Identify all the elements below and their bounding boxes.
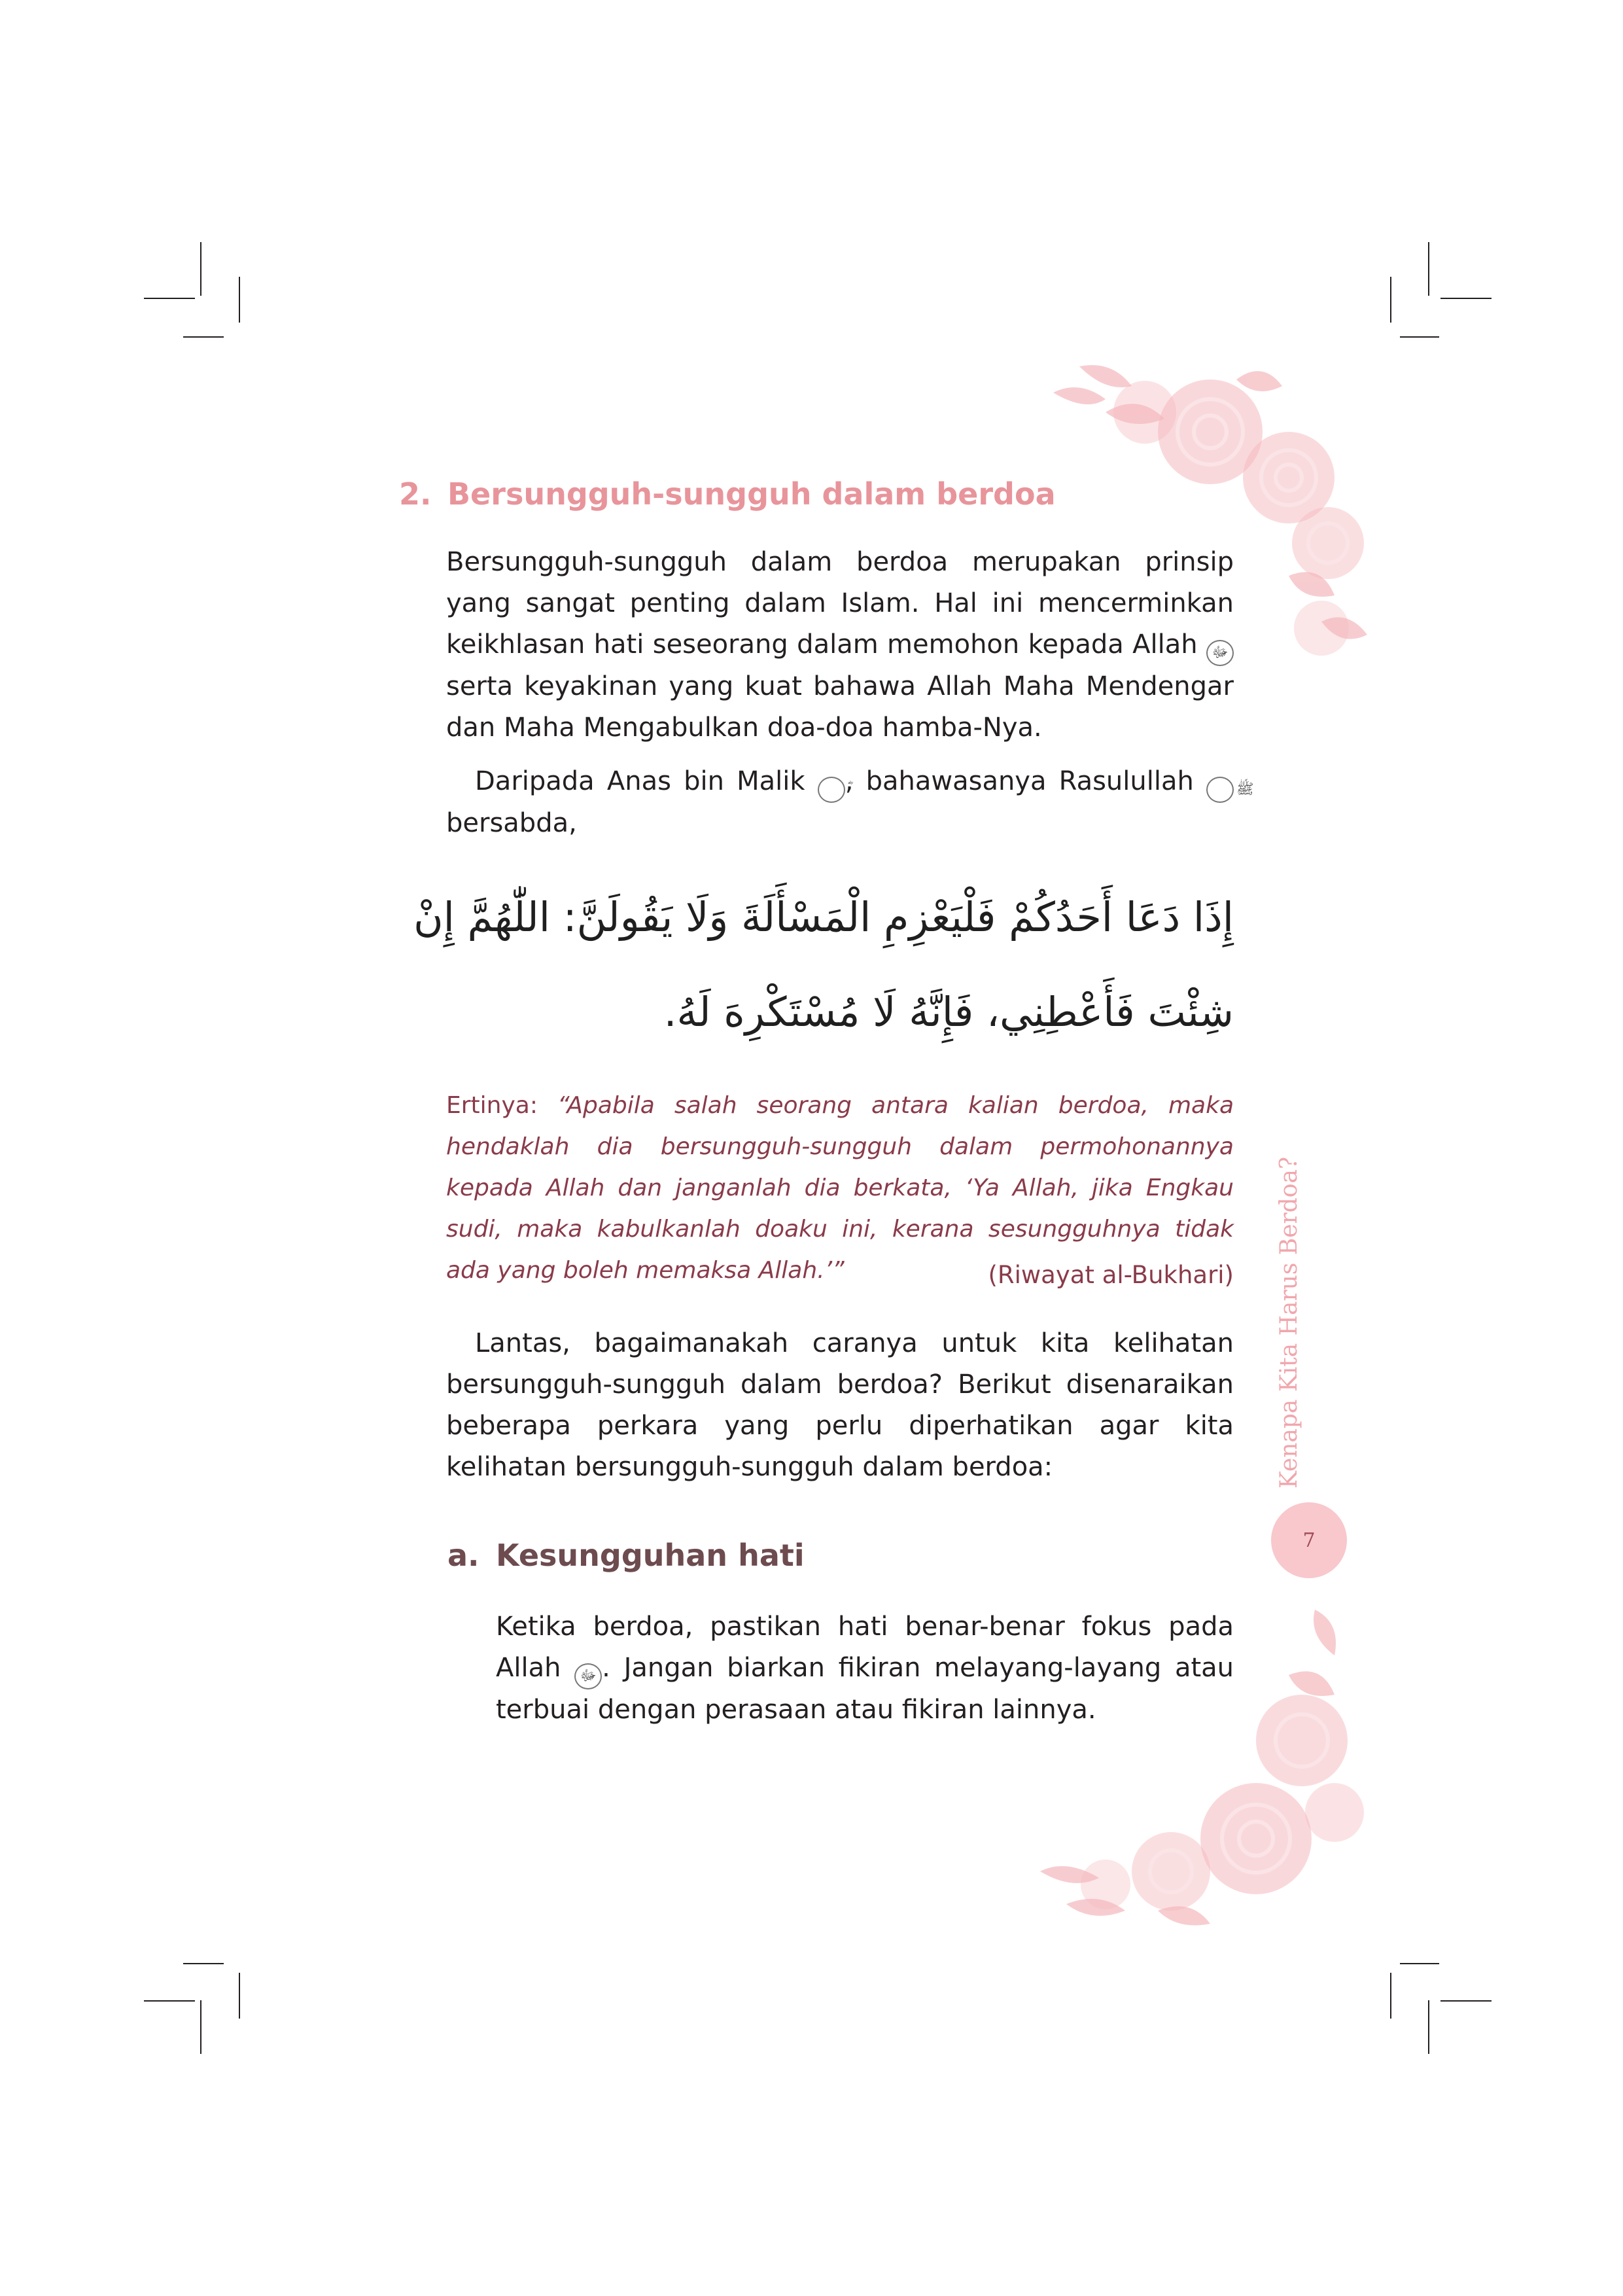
hadith-arabic-line-1: إِذَا دَعَا أَحَدُكُمْ فَلْيَعْزِمِ الْمَسْأَلَةَ وَلَا يَقُولَنَّ: اللّٰهُمَّ إِنْ [413, 893, 1234, 941]
crop-mark [144, 298, 195, 299]
crop-mark [183, 1963, 224, 1964]
crop-mark [1440, 2000, 1492, 2002]
intro-paragraph [446, 542, 1234, 749]
prophet-honorific-icon: ﷺ [1206, 777, 1234, 803]
intro-text-part-b: serta keyakinan yang kuat bahawa Allah Maha Mendengar dan Maha Mengabulkan doa-doa hamba-Nya. [446, 671, 1234, 743]
crop-mark [1400, 1963, 1439, 1964]
crop-mark [1428, 2000, 1429, 2054]
crop-mark [239, 277, 240, 323]
hadith-arabic-line-2: شِئْتَ فَأَعْطِنِي، فَإِنَّهُ لَا مُسْتَكْرِهَ لَهُ. [663, 988, 1234, 1036]
running-title: Kenapa Kita Harus Berdoa? [1276, 1156, 1302, 1489]
section-title-text: Bersungguh-sungguh dalam berdoa [447, 476, 1056, 512]
crop-mark [1428, 242, 1429, 296]
companion-honorific-icon [818, 777, 845, 803]
allah-honorific-icon: ﷻ [1206, 640, 1234, 666]
page-number: 7 [1271, 1502, 1347, 1578]
section-heading [399, 476, 1056, 512]
crop-mark [1440, 298, 1492, 299]
crop-mark [200, 2000, 201, 2054]
narration-paragraph [446, 761, 1254, 844]
crop-mark [239, 1973, 240, 2019]
subsection-paragraph [496, 1606, 1234, 1731]
narration-text-part-c: bersabda, [446, 808, 577, 838]
subsection-text-part-a: Ketika berdoa, pastikan hati benar-benar fokus pada Allah [496, 1612, 1234, 1683]
crop-mark [183, 336, 224, 338]
section-number: 2. [399, 476, 432, 512]
subsection-text-part-b: . Jangan biarkan fikiran melayang-layang atau terbuai dengan perasaan atau fikiran lainnya. [496, 1653, 1234, 1725]
question-paragraph: Lantas, bagaimanakah caranya untuk kita kelihatan bersungguh-sungguh dalam berdoa? Berikut disenaraikan beberapa perkara yang perlu diperhatikan agar kita kelihatan bersungguh-sungguh dalam berdoa: [446, 1328, 1234, 1482]
crop-mark [1400, 336, 1439, 338]
translation-label: Ertinya: [446, 1092, 557, 1119]
subsection-number: a. [447, 1538, 480, 1573]
hadith-translation [446, 1085, 1234, 1291]
narration-text-part-a: Daripada Anas bin Malik [475, 766, 805, 796]
crop-mark [144, 2000, 195, 2002]
narration-text-part-b: , bahawasanya Rasulullah [845, 766, 1194, 796]
crop-mark [1390, 277, 1391, 323]
crop-mark [200, 242, 201, 296]
allah-honorific-icon: ﷻ [574, 1663, 602, 1689]
hadith-source: (Riwayat al-Bukhari) [988, 1261, 1234, 1289]
crop-mark [1390, 1973, 1391, 2019]
intro-text-part-a: Bersungguh-sungguh dalam berdoa merupakan prinsip yang sangat penting dalam Islam. Hal ini mencerminkan keikhlasan hati seseorang dalam memohon kepada Allah [446, 547, 1234, 660]
translation-quote: “Apabila salah seorang antara kalian berdoa, maka hendaklah dia bersungguh-sungguh dalam permohonannya kepada Allah dan janganlah dia berkata, ‘Ya Allah, jika Engkau sudi, maka kabulkanlah doaku ini, kerana sesungguhnya tidak ada yang boleh memaksa Allah.’” [446, 1092, 1234, 1284]
subsection-title-text: Kesungguhan hati [496, 1538, 805, 1573]
subsection-heading [447, 1538, 805, 1573]
